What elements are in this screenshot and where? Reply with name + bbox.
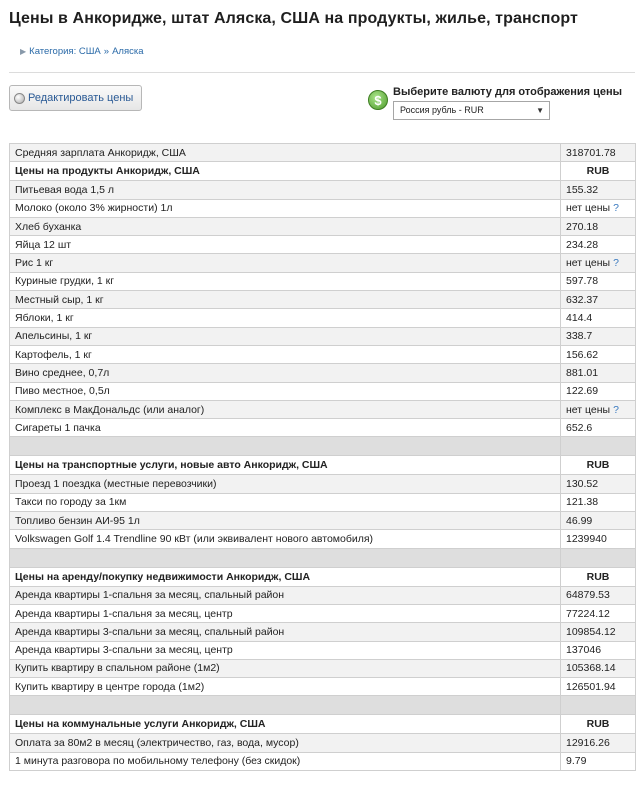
item-label: Вино среднее, 0,7л <box>10 364 561 382</box>
table-row <box>10 345 636 363</box>
item-value: 155.32 <box>561 181 636 199</box>
item-label: 1 минута разговора по мобильному телефону (без скидок) <box>10 752 561 770</box>
table-row <box>10 327 636 345</box>
item-label: Аренда квартиры 1-спальня за месяц, спальный район <box>10 586 561 604</box>
item-label: Апельсины, 1 кг <box>10 327 561 345</box>
item-label: Рис 1 кг <box>10 254 561 272</box>
section-header <box>10 162 636 181</box>
currency-unit: RUB <box>561 567 636 586</box>
page-title: Цены в Анкоридже, штат Аляска, США на продукты, жилье, транспорт <box>9 10 578 27</box>
table-row <box>10 659 636 677</box>
spacer-cell <box>10 548 561 567</box>
item-label: Топливо бензин АИ-95 1л <box>10 512 561 530</box>
item-label: Сигареты 1 пачка <box>10 419 561 437</box>
table-row <box>10 586 636 604</box>
item-label: Купить квартиру в спальном районе (1м2) <box>10 659 561 677</box>
no-price-text: нет цены <box>566 202 611 215</box>
edit-prices-label: Редактировать цены <box>28 92 134 104</box>
section-title: Цены на продукты Анкоридж, США <box>10 162 561 181</box>
item-value <box>561 400 636 418</box>
table-row <box>10 199 636 217</box>
table-row <box>10 400 636 418</box>
table-row <box>10 309 636 327</box>
item-label: Купить квартиру в центре города (1м2) <box>10 678 561 696</box>
spacer-cell <box>10 696 561 715</box>
divider <box>9 72 635 73</box>
table-row <box>10 272 636 290</box>
table-row <box>10 752 636 770</box>
item-label: Яйца 12 шт <box>10 236 561 254</box>
item-label: Аренда квартиры 3-спальни за месяц, центр <box>10 641 561 659</box>
item-value: 109854.12 <box>561 623 636 641</box>
table-row <box>10 181 636 199</box>
item-label: Пиво местное, 0,5л <box>10 382 561 400</box>
table-row <box>10 236 636 254</box>
breadcrumb-link-usa[interactable]: США <box>78 46 101 57</box>
edit-prices-button[interactable] <box>9 85 142 111</box>
item-value: 46.99 <box>561 512 636 530</box>
item-value: 234.28 <box>561 236 636 254</box>
spacer-cell <box>561 437 636 456</box>
item-label: Яблоки, 1 кг <box>10 309 561 327</box>
item-value <box>561 254 636 272</box>
item-value: 9.79 <box>561 752 636 770</box>
item-label: Оплата за 80м2 в месяц (электричество, газ, вода, мусор) <box>10 734 561 752</box>
table-row <box>10 604 636 622</box>
item-value: 597.78 <box>561 272 636 290</box>
breadcrumb-prefix: Категория: <box>29 46 77 57</box>
item-value: 130.52 <box>561 475 636 493</box>
item-label: Картофель, 1 кг <box>10 345 561 363</box>
prices-table <box>9 143 636 771</box>
spacer-cell <box>10 437 561 456</box>
table-row <box>10 364 636 382</box>
item-value: 652.6 <box>561 419 636 437</box>
help-icon[interactable]: ? <box>613 257 619 270</box>
table-row <box>10 641 636 659</box>
currency-unit: RUB <box>561 162 636 181</box>
item-value: 318701.78 <box>561 144 636 162</box>
item-value: 64879.53 <box>561 586 636 604</box>
currency-selected-value: Россия рубль - RUR <box>400 105 484 115</box>
table-row <box>10 678 636 696</box>
no-price-text: нет цены <box>566 403 611 416</box>
spacer-cell <box>561 548 636 567</box>
item-value: 105368.14 <box>561 659 636 677</box>
help-icon[interactable]: ? <box>613 403 619 416</box>
item-label: Местный сыр, 1 кг <box>10 291 561 309</box>
currency-label: Выберите валюту для отображения цены <box>393 86 623 98</box>
section-spacer <box>10 437 636 456</box>
item-label: Комплекс в МакДональдс (или аналог) <box>10 400 561 418</box>
breadcrumb <box>20 46 144 57</box>
item-value: 12916.26 <box>561 734 636 752</box>
triangle-right-icon: ▶ <box>20 47 27 56</box>
item-label: Средняя зарплата Анкоридж, США <box>10 144 561 162</box>
item-value <box>561 199 636 217</box>
section-title: Цены на коммунальные услуги Анкоридж, США <box>10 715 561 734</box>
section-title: Цены на аренду/покупку недвижимости Анкоридж, США <box>10 567 561 586</box>
item-value: 338.7 <box>561 327 636 345</box>
breadcrumb-link-alaska[interactable]: Аляска <box>112 46 144 57</box>
dropdown-arrow-icon: ▼ <box>536 106 544 115</box>
item-value: 414.4 <box>561 309 636 327</box>
table-row <box>10 493 636 511</box>
currency-selector <box>368 85 638 125</box>
item-label: Аренда квартиры 1-спальня за месяц, центр <box>10 604 561 622</box>
table-row <box>10 254 636 272</box>
item-label: Хлеб буханка <box>10 217 561 235</box>
no-price-text: нет цены <box>566 257 611 270</box>
item-value: 1239940 <box>561 530 636 548</box>
item-label: Проезд 1 поездка (местные перевозчики) <box>10 475 561 493</box>
item-value: 122.69 <box>561 382 636 400</box>
item-value: 632.37 <box>561 291 636 309</box>
spacer-cell <box>561 696 636 715</box>
currency-unit: RUB <box>561 456 636 475</box>
breadcrumb-separator: » <box>103 46 110 57</box>
item-label: Молоко (около 3% жирности) 1л <box>10 199 561 217</box>
item-value: 881.01 <box>561 364 636 382</box>
item-label: Volkswagen Golf 1.4 Trendline 90 кВт (или эквивалент нового автомобиля) <box>10 530 561 548</box>
table-row <box>10 291 636 309</box>
item-value: 270.18 <box>561 217 636 235</box>
table-row <box>10 530 636 548</box>
item-value: 156.62 <box>561 345 636 363</box>
table-row <box>10 512 636 530</box>
table-row <box>10 382 636 400</box>
item-label: Такси по городу за 1км <box>10 493 561 511</box>
item-label: Аренда квартиры 3-спальни за месяц, спальный район <box>10 623 561 641</box>
salary-row <box>10 144 636 162</box>
section-spacer <box>10 548 636 567</box>
table-row <box>10 217 636 235</box>
help-icon[interactable]: ? <box>613 202 619 215</box>
item-value: 126501.94 <box>561 678 636 696</box>
item-label: Куриные грудки, 1 кг <box>10 272 561 290</box>
section-spacer <box>10 696 636 715</box>
section-header <box>10 715 636 734</box>
section-title: Цены на транспортные услуги, новые авто Анкоридж, США <box>10 456 561 475</box>
item-value: 137046 <box>561 641 636 659</box>
section-header <box>10 567 636 586</box>
item-value: 121.38 <box>561 493 636 511</box>
currency-select[interactable] <box>393 101 550 120</box>
table-row <box>10 734 636 752</box>
table-row <box>10 623 636 641</box>
table-row <box>10 419 636 437</box>
table-row <box>10 475 636 493</box>
section-header <box>10 456 636 475</box>
dollar-icon: $ <box>368 90 388 110</box>
edit-icon <box>14 93 25 104</box>
item-label: Питьевая вода 1,5 л <box>10 181 561 199</box>
item-value: 77224.12 <box>561 604 636 622</box>
currency-unit: RUB <box>561 715 636 734</box>
